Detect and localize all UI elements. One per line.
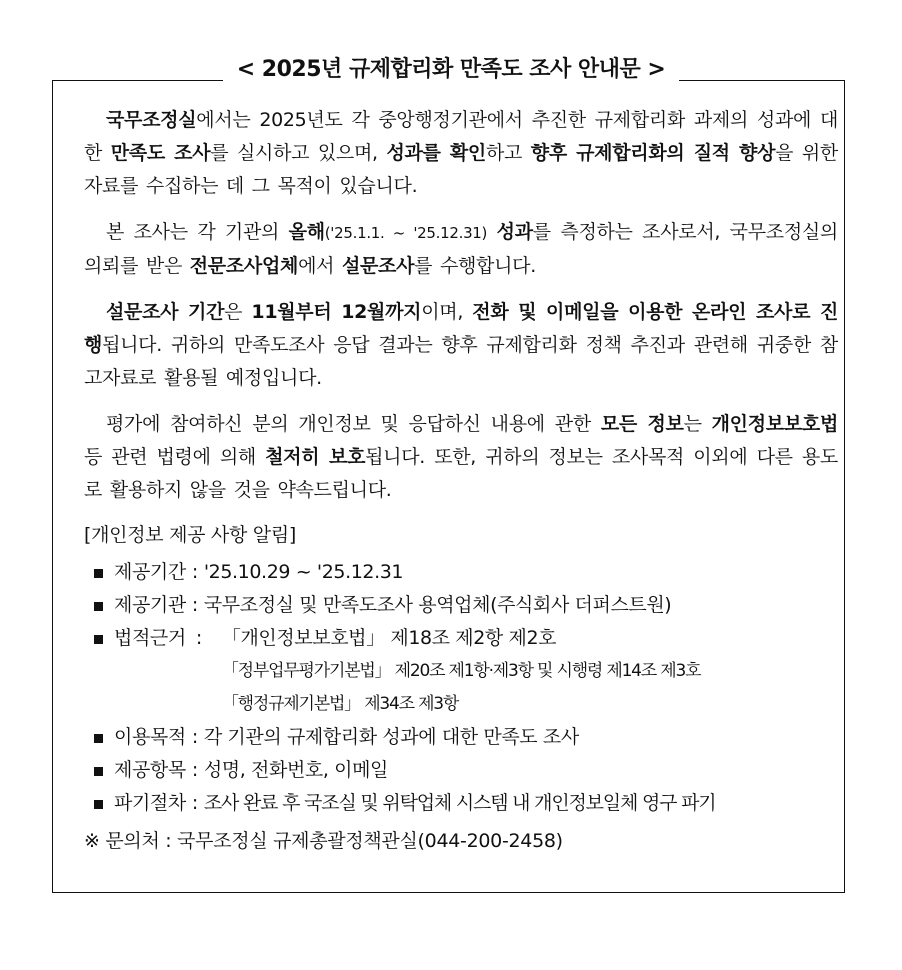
item-separator: : bbox=[191, 561, 198, 583]
item-separator: : bbox=[195, 627, 202, 649]
body-text: 을 위한 자료를 수집하는 데 그 목적이 있습니다. bbox=[84, 142, 838, 197]
contact-info: ※ 문의처 : 국무조정실 규제총괄정책관실(044-200-2458) bbox=[84, 830, 563, 852]
emphasis-text: 성과를 확인 bbox=[386, 142, 486, 164]
privacy-item-disposal bbox=[88, 787, 838, 820]
square-bullet-icon bbox=[88, 787, 114, 820]
emphasis-text: 만족도 조사 bbox=[110, 142, 211, 164]
privacy-item-legal-basis bbox=[88, 622, 838, 721]
emphasis-text: 설문조사 bbox=[341, 255, 415, 277]
square-bullet-icon bbox=[88, 754, 114, 787]
square-bullet-icon bbox=[88, 622, 114, 721]
item-value: 국무조정실 및 만족도조사 용역업체(주식회사 더퍼스트원) bbox=[203, 594, 672, 616]
body-text: 를 실시하고 있으며, bbox=[210, 142, 387, 164]
body-text: 하고 bbox=[485, 142, 531, 164]
body-text bbox=[487, 221, 497, 243]
item-value: 성명, 전화번호, 이메일 bbox=[203, 759, 388, 781]
paragraph-4 bbox=[84, 408, 838, 507]
item-value: '25.10.29 ~ '25.12.31 bbox=[203, 561, 404, 583]
item-label: 제공기관 bbox=[114, 594, 186, 616]
emphasis-text: 개인정보보호법 bbox=[711, 413, 839, 435]
square-bullet-icon bbox=[88, 721, 114, 754]
privacy-items bbox=[84, 556, 838, 820]
title-wrap bbox=[0, 52, 902, 88]
privacy-item-purpose bbox=[88, 721, 838, 754]
emphasis-text: 설문조사 기간 bbox=[106, 301, 225, 323]
body-text: ('25.1.1. ~ '25.12.31) bbox=[324, 224, 488, 242]
legal-basis-lines bbox=[222, 622, 700, 721]
item-label: 파기절차 bbox=[114, 792, 186, 814]
emphasis-text: 전문조사업체 bbox=[189, 255, 299, 277]
law-line: 「개인정보보호법」 제18조 제2항 제2호 bbox=[221, 627, 557, 649]
item-value: 각 기관의 규제합리화 성과에 대한 만족도 조사 bbox=[203, 726, 579, 748]
law-line: 「행정규제기본법」 제34조 제3항 bbox=[221, 694, 459, 714]
notice-content bbox=[84, 104, 838, 856]
item-label: 법적근거 bbox=[114, 627, 186, 649]
emphasis-text: 11월부터 12월까지 bbox=[251, 301, 422, 323]
item-label: 제공항목 bbox=[114, 759, 186, 781]
body-text: 에서는 2025년도 각 중앙행정기관에서 추진한 규제합리화 과제의 성과에 대한 bbox=[84, 109, 838, 164]
emphasis-text: 전화 및 이메일을 이용한 온라인 조사로 진행 bbox=[84, 301, 839, 356]
body-text: 은 bbox=[224, 301, 252, 323]
item-separator: : bbox=[191, 759, 198, 781]
body-text: 에서 bbox=[298, 255, 342, 277]
item-separator: : bbox=[191, 792, 198, 814]
body-text: 등 관련 법령에 의해 bbox=[84, 446, 266, 468]
page-title: < 2025년 규제합리화 만족도 조사 안내문 > bbox=[223, 52, 680, 88]
item-separator: : bbox=[191, 726, 198, 748]
privacy-heading: [개인정보 제공 사항 알림] bbox=[84, 524, 296, 546]
law-line: 「정부업무평가기본법」 제20조 제1항·제3항 및 시행령 제14조 제3호 bbox=[221, 661, 701, 681]
body-text: 본 조사는 각 기관의 bbox=[106, 221, 289, 243]
privacy-item-fields bbox=[88, 754, 838, 787]
body-text: 됩니다. 귀하의 만족도조사 응답 결과는 향후 규제합리화 정책 추진과 관련해 귀중한 참고자료로 활용될 예정입니다. bbox=[84, 334, 838, 389]
paragraph-3 bbox=[84, 296, 838, 395]
item-value: 조사 완료 후 국조실 및 위탁업체 시스템 내 개인정보일체 영구 파기 bbox=[203, 792, 716, 814]
paragraph-1 bbox=[84, 104, 838, 203]
square-bullet-icon bbox=[88, 589, 114, 622]
paragraph-2 bbox=[84, 216, 838, 283]
item-separator: : bbox=[191, 594, 198, 616]
emphasis-text: 향후 규제합리화의 질적 향상 bbox=[530, 142, 776, 164]
emphasis-text: 모든 정보 bbox=[600, 413, 684, 435]
emphasis-text: 올해 bbox=[288, 221, 325, 243]
privacy-item-provider bbox=[88, 589, 838, 622]
item-label: 이용목적 bbox=[114, 726, 186, 748]
emphasis-text: 성과 bbox=[496, 221, 533, 243]
body-text: 평가에 참여하신 분의 개인정보 및 응답하신 내용에 관한 bbox=[106, 413, 601, 435]
emphasis-text: 철저히 보호 bbox=[265, 446, 366, 468]
emphasis-text: 국무조정실 bbox=[106, 109, 197, 131]
body-text: 됩니다. 또한, 귀하의 정보는 조사목적 이외에 다른 용도로 활용하지 않을 것을 약속드립니다. bbox=[84, 446, 838, 501]
square-bullet-icon bbox=[88, 556, 114, 589]
body-text: 이며, bbox=[421, 301, 473, 323]
body-text: 를 수행합니다. bbox=[414, 255, 536, 277]
item-label: 제공기간 bbox=[114, 561, 186, 583]
body-text: 를 측정하는 조사로서, 국무조정실의 의뢰를 받은 bbox=[84, 221, 838, 277]
privacy-item-period bbox=[88, 556, 838, 589]
body-text: 는 bbox=[683, 413, 712, 435]
